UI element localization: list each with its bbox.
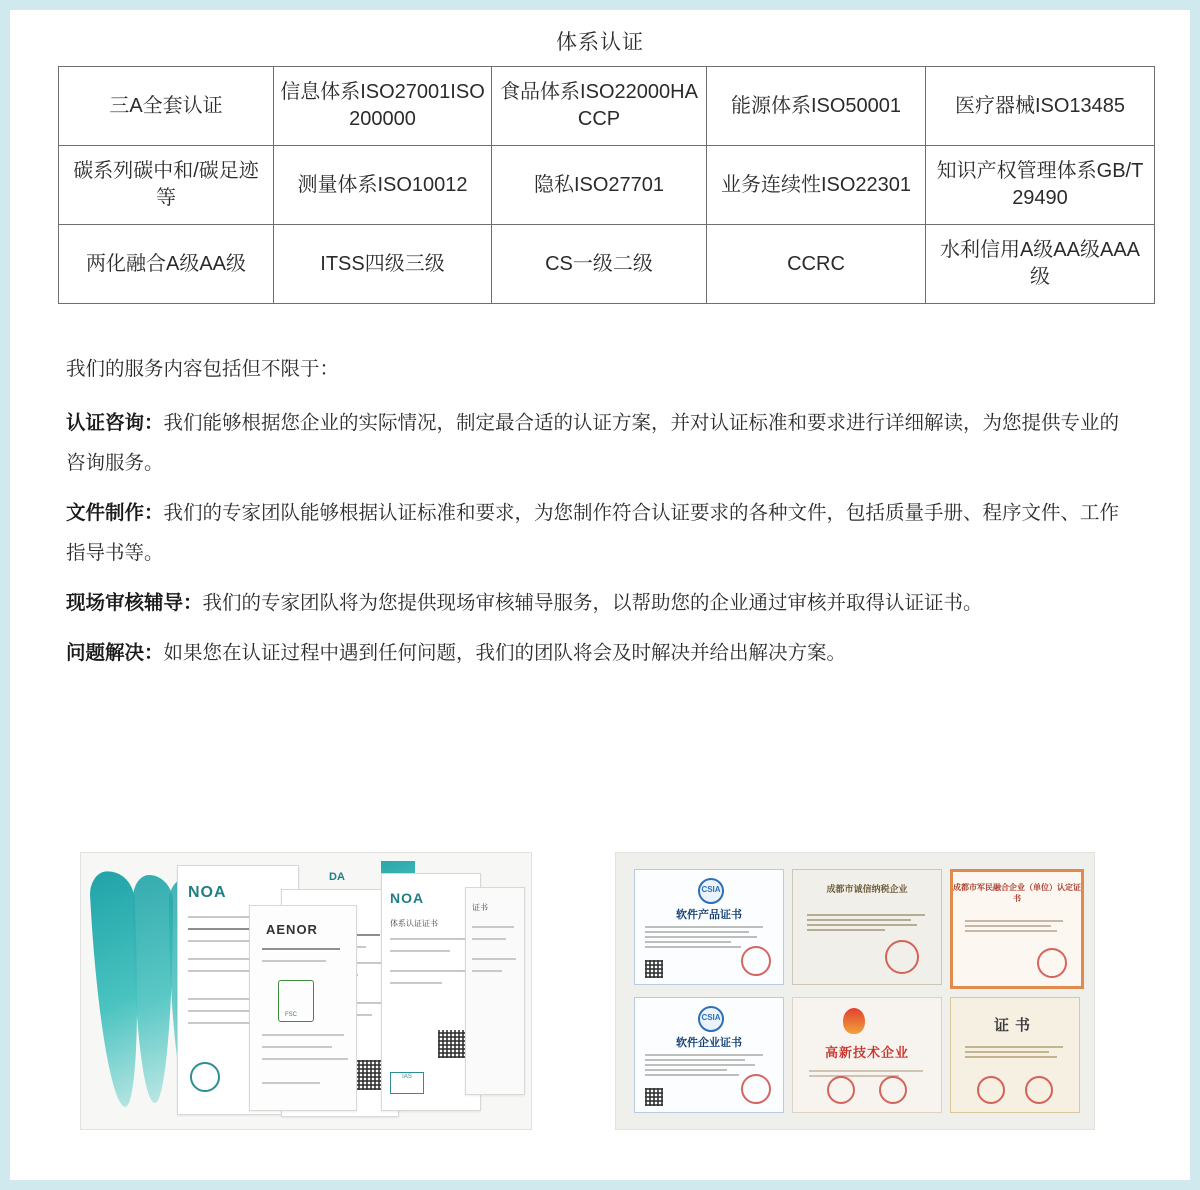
service-item [66, 404, 1134, 484]
table-cell: 隐私ISO27701 [492, 146, 707, 225]
fsc-icon: FSC [278, 980, 314, 1022]
table-cell: 水利信用A级AA级AAA级 [926, 225, 1155, 304]
table-cell: CS一级二级 [492, 225, 707, 304]
certificate-card [950, 997, 1080, 1113]
service-text: 我们的专家团队能够根据认证标准和要求，为您制作符合认证要求的各种文件，包括质量手册、程序文件、工作指导书等。 [66, 501, 1120, 564]
noa-logo-text: NOA [188, 884, 227, 901]
table-cell: 两化融合A级AA级 [59, 225, 274, 304]
service-item [66, 494, 1134, 574]
certificate-title: 软件企业证书 [676, 1037, 742, 1049]
da-logo-text: DA [329, 871, 345, 883]
qr-code [645, 960, 663, 978]
certificate-card [950, 869, 1084, 989]
table-cell: 碳系列碳中和/碳足迹等 [59, 146, 274, 225]
red-stamp-icon [741, 946, 771, 976]
red-stamp-icon [1037, 948, 1067, 978]
service-item [66, 634, 1134, 674]
table-cell: 业务连续性ISO22301 [707, 146, 926, 225]
service-label: 认证咨询： [66, 411, 164, 434]
aenor-certificate [249, 905, 357, 1111]
service-label: 问题解决： [66, 641, 164, 664]
certificate-sheet [465, 887, 525, 1095]
red-stamp-icon [741, 1074, 771, 1104]
certificate-title: 成都市诚信纳税企业 [826, 884, 908, 894]
certificate-card [792, 869, 942, 985]
flame-icon [843, 1008, 865, 1034]
table-cell: 信息体系ISO27001ISO200000 [274, 67, 492, 146]
red-stamp-icon [879, 1076, 907, 1104]
red-stamp-icon [977, 1076, 1005, 1104]
certificate-title: 软件产品证书 [676, 909, 742, 921]
red-stamp-icon [885, 940, 919, 974]
table-row [59, 146, 1155, 225]
red-stamp-icon [1025, 1076, 1053, 1104]
red-stamp-icon [827, 1076, 855, 1104]
table-title: 体系认证 [556, 31, 644, 54]
table-cell: 知识产权管理体系GB/T29490 [926, 146, 1155, 225]
certificate-label: 证书 [472, 903, 488, 912]
services-intro: 我们的服务内容包括但不限于： [66, 358, 340, 380]
csia-logo-icon: CSIA [698, 1006, 724, 1032]
table-row [59, 67, 1155, 146]
service-item [66, 584, 1134, 624]
certificate-card [792, 997, 942, 1113]
service-text: 我们的专家团队将为您提供现场审核辅导服务，以帮助您的企业通过审核并取得认证证书。 [202, 591, 983, 614]
table-cell: ITSS四级三级 [274, 225, 492, 304]
table-cell: 能源体系ISO50001 [707, 67, 926, 146]
ias-badge: IAS [390, 1072, 424, 1094]
certificate-card [634, 997, 784, 1113]
service-text: 如果您在认证过程中遇到任何问题，我们的团队将会及时解决并给出解决方案。 [163, 641, 847, 664]
certificate-title: 成都市军民融合企业（单位）认定证书 [953, 883, 1081, 903]
noa-logo-text: NOA [390, 890, 425, 906]
table-cell: 医疗器械ISO13485 [926, 67, 1155, 146]
table-cell: CCRC [707, 225, 926, 304]
service-label: 现场审核辅导： [66, 591, 203, 614]
certificate-title: 证书 [993, 1017, 1036, 1034]
csia-logo-icon: CSIA [698, 878, 724, 904]
table-cell: 测量体系ISO10012 [274, 146, 492, 225]
certificate-label: 体系认证证书 [390, 919, 438, 928]
iso-certificates-photo [80, 852, 532, 1130]
table-cell: 三A全套认证 [59, 67, 274, 146]
table-cell: 食品体系ISO22000HACCP [492, 67, 707, 146]
certificate-gallery [70, 848, 1150, 1138]
table-row [59, 225, 1155, 304]
teal-swoosh [133, 875, 173, 1103]
qr-code [438, 1030, 466, 1058]
certification-table [58, 66, 1155, 304]
service-text: 我们能够根据您企业的实际情况，制定最合适的认证方案，并对认证标准和要求进行详细解读，为您提供专业的咨询服务。 [66, 411, 1120, 474]
certificate-card [634, 869, 784, 985]
certificate-title: 高新技术企业 [824, 1045, 909, 1060]
qr-code [354, 1060, 384, 1090]
service-label: 文件制作： [66, 501, 164, 524]
qr-code [645, 1088, 663, 1106]
enterprise-certificates-photo [615, 852, 1095, 1130]
aenor-logo-text: AENOR [266, 922, 318, 937]
seal-icon [190, 1062, 220, 1092]
services-section [58, 350, 1142, 674]
